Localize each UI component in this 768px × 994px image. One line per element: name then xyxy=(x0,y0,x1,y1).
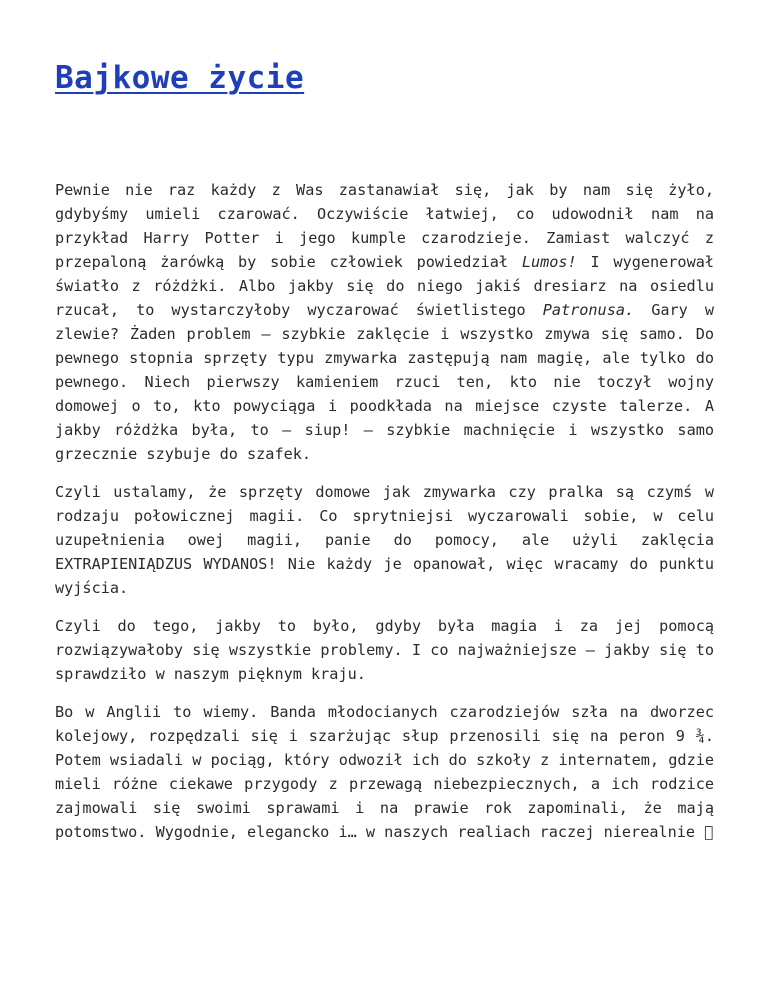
article-body xyxy=(55,178,714,844)
spell-lumos: Lumos! xyxy=(521,253,577,271)
paragraph-2 xyxy=(55,480,714,600)
page-title xyxy=(55,0,714,98)
paragraph-3-text: Czyli do tego, jakby to było, gdyby była magia i za jej pomocą rozwiązywałoby się wszystkie problemy. I co najważniejsze – jakby się to sprawdziło w naszym pięknym kraju. xyxy=(55,617,714,683)
paragraph-4 xyxy=(55,700,714,844)
paragraph-1-text: I wygenerował światło z różdżki. Albo jakby się do niego jakiś dresiarz na osiedlu rzucał, to wystarczyłoby wyczarować świetlistego xyxy=(55,253,714,319)
paragraph-1-text: Pewnie nie raz każdy z Was zastanawiał się, jak by nam się żyło, gdybyśmy umieli czarować. Oczywiście łatwiej, co udowodnił nam na przykład Harry Potter i jego kumple czarodzieje. Zamiast walczyć z przepaloną żarówką by sobie człowiek powiedział xyxy=(55,181,714,271)
article xyxy=(55,0,714,858)
paragraph-4-text: Bo w Anglii to wiemy. Banda młodocianych czarodziejów szła na dworzec kolejowy, rozpędzali się i szarżując słup przenosili się na peron 9 ¾. Potem wsiadali w pociąg, który odwoził ich do szkoły z internatem, gdzie mieli różne ciekawe przygody z przewagą niebezpiecznych, a ich rodzice zajmowali się swoimi sprawami i na prawie rok zapominali, że mają potomstwo. Wygodnie, elegancko i… w naszych realiach raczej nierealnie xyxy=(55,703,714,841)
title-link[interactable]: Bajkowe życie xyxy=(55,60,305,96)
paragraph-1-text: Gary w zlewie? Żaden problem – szybkie zaklęcie i wszystko zmywa się samo. Do pewnego stopnia sprzęty typu zmywarka zastępują nam magię, ale tylko do pewnego. Niech pierwszy kamieniem rzuci ten, kto nie toczył wojny domowej o to, kto powyciąga i poodkłada na miejsce czyste talerze. A jakby różdżka była, to – siup! – szybkie machnięcie i wszystko samo grzecznie szybuje do szafek. xyxy=(55,301,714,463)
paragraph-3 xyxy=(55,614,714,686)
spell-patronus: Patronusa. xyxy=(542,301,635,319)
paragraph-1 xyxy=(55,178,714,466)
paragraph-2-text: Czyli ustalamy, że sprzęty domowe jak zmywarka czy pralka są czymś w rodzaju połowicznej magii. Co sprytniejsi wyczarowali sobie, w celu uzupełnienia owej magii, panie do pomocy, ale użyli zaklęcia EXTRAPIENIĄDZUS WYDANOS! Nie każdy je opanował, więc wracamy do punktu wyjścia. xyxy=(55,483,714,597)
